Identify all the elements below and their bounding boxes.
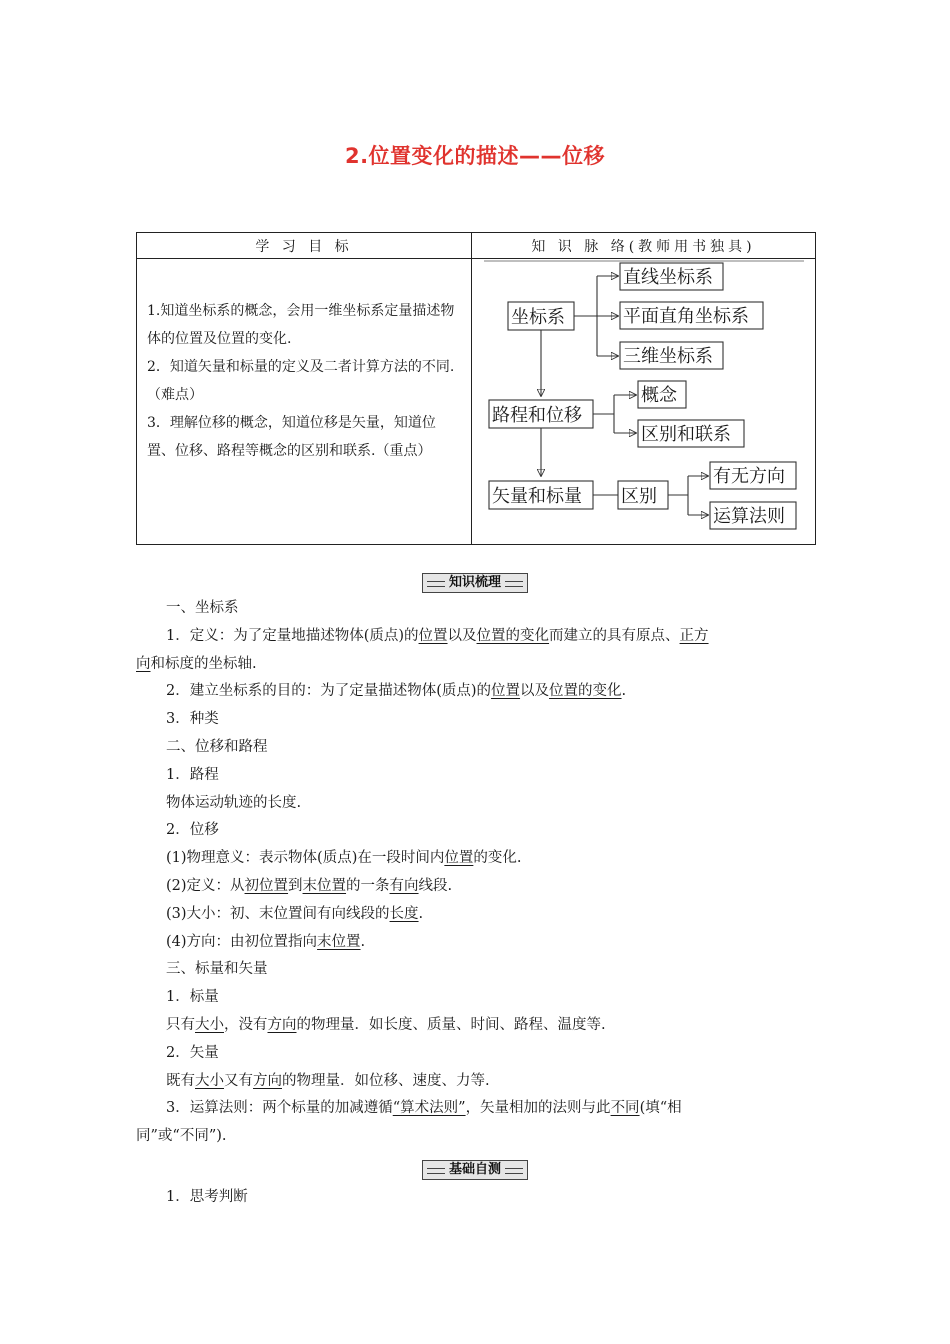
goal-item: 2．知道矢量和标量的定义及二者计算方法的不同.（难点） <box>147 359 455 403</box>
paragraph: 2．位移 <box>166 822 219 839</box>
learning-goals-header: 学 习 目 标 <box>137 233 472 259</box>
node-label: 运算法则 <box>713 506 785 527</box>
paragraph: 既有大小又有方向的物理量．如位移、速度、力等. <box>166 1072 490 1089</box>
learning-goals <box>137 259 471 465</box>
paragraph: 只有大小，没有方向的物理量．如长度、质量、时间、路程、温度等. <box>166 1016 606 1033</box>
page-title: 2.位置变化的描述——位移 <box>344 144 606 168</box>
paragraph: 1．定义：为了定量地描述物体(质点)的位置以及位置的变化而建立的具有原点、正方 向和标度的坐标轴. <box>136 627 709 672</box>
heading: 一、坐标系 <box>166 600 239 616</box>
node-label: 三维坐标系 <box>623 346 713 367</box>
paragraph: (2)定义：从初位置到末位置的一条有向线段. <box>166 877 453 894</box>
node-label: 概念 <box>641 385 677 406</box>
goal-item: 1.知道坐标系的概念，会用一维坐标系定量描述物体的位置及位置的变化. <box>147 303 455 347</box>
node-label: 坐标系 <box>511 307 565 328</box>
objectives-table <box>136 232 816 545</box>
node-label: 路程和位移 <box>492 405 582 426</box>
paragraph: 2．建立坐标系的目的：为了定量描述物体(质点)的位置以及位置的变化. <box>166 683 627 700</box>
heading: 二、位移和路程 <box>166 738 268 755</box>
node-label: 区别和联系 <box>641 424 731 445</box>
knowledge-content <box>136 595 800 1151</box>
self-test-content <box>136 1184 800 1212</box>
paragraph: 3．种类 <box>166 711 219 728</box>
goal-item: 3．理解位移的概念，知道位移是矢量，知道位置、位移、路程等概念的区别和联系.（重点） <box>147 415 436 459</box>
section-banner-knowledge: 知识梳理 <box>0 571 950 593</box>
paragraph: 2．矢量 <box>166 1044 219 1061</box>
node-label: 有无方向 <box>713 466 785 487</box>
section-banner-self-test: 基础自测 <box>0 1158 950 1180</box>
paragraph: 3．运算法则：两个标量的加减遵循“算术法则”，矢量相加的法则与此不同(填“相 同”或“不同”). <box>136 1100 682 1145</box>
knowledge-map-diagram <box>472 259 816 546</box>
node-label: 直线坐标系 <box>623 267 713 288</box>
paragraph: (4)方向：由初位置指向末位置. <box>166 933 366 950</box>
paragraph: (1)物理意义：表示物体(质点)在一段时间内位置的变化. <box>166 850 522 867</box>
heading: 三、标量和矢量 <box>166 961 268 978</box>
knowledge-map-header: 知 识 脉 络(教师用书独具) <box>472 233 816 259</box>
node-label: 矢量和标量 <box>492 486 582 507</box>
paragraph: 1．标量 <box>166 989 219 1006</box>
node-label: 区别 <box>621 486 657 507</box>
paragraph: 1．路程 <box>166 766 219 783</box>
paragraph: (3)大小：初、末位置间有向线段的长度. <box>166 905 424 922</box>
paragraph: 物体运动轨迹的长度. <box>166 794 302 811</box>
node-label: 平面直角坐标系 <box>623 306 749 327</box>
paragraph: 1．思考判断 <box>166 1189 248 1205</box>
